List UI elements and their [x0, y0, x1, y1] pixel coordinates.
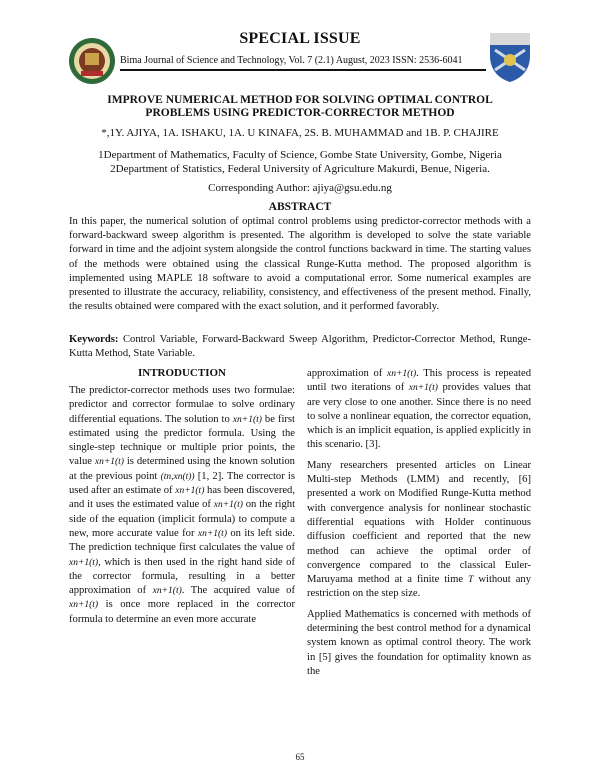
affiliations — [0, 149, 600, 176]
math-x-n1: xn+1(t) — [69, 557, 99, 568]
paper-title-line2: PROBLEMS USING PREDICTOR-CORRECTOR METHOD — [145, 107, 455, 119]
intro-paragraph-2: Many researchers presented articles on Linear Multi-step Methods (LMM) and recently, [6] presented a work on Modified Runge-Kutta method with convergence analysis for nonlinear stochastic differential equations with Holder continuous diffusion coefficient and reported that the new method can achieve the optimal order of convergence compared to the classical Euler-Maruyama method at a finite time T without any restriction on the step size. — [307, 459, 531, 600]
header-rule — [120, 69, 486, 71]
introduction-heading: INTRODUCTION — [137, 367, 226, 379]
author-list: *,1Y. AJIYA, 1A. ISHAKU, 1A. U KINAFA, 2S. B. MUHAMMAD and 1B. P. CHAJIRE — [101, 127, 499, 139]
abstract-text: In this paper, the numerical solution of optimal control problems using predictor-corrector methods with a forward-backward sweep algorithm is presented. The algorithm is developed to solve the state variable forward in time and the adjoint system alongside the control functions backward in time. The starting values of the methods were obtained using the classical Runge-Kutta method. The proposed algorithm is implemented using MAPLE 18 software to avoid a computational error. Some numerical examples are presented to illustrate the accuracy, reliability, consistency, and effectiveness of the present method. Finally, the results obtained were compared with the exact solution, and it performed favorably. — [69, 216, 531, 313]
intro-paragraph-1: The predictor-corrector methods uses two formulae: predictor and corrector formulae to solve ordinary differential equations. The solution to xn+1(t) be first estimated using the predictor formula. Using the single-step technique or multiple prior points, the value xn+1(t) is determined using the known solution at the previous point (tn,xn(t)) [1, 2]. The corrector is used after an estimate of xn+1(t) has been discovered, and it uses the estimated value of xn+1(t) on the right side of the equation (implicit formula) to compute a new, more accurate value for xn+1(t) on its left side. The prediction technique first calculates the value of xn+1(t), which is then used in the right hand side of the corrector formula, resulting in a better approximation of xn+1(t). The acquired value of xn+1(t) is once more replaced in the corrector formula to determine an even more accurate — [69, 385, 296, 625]
special-issue-heading: SPECIAL ISSUE — [239, 30, 361, 47]
journal-citation-line: Bima Journal of Science and Technology, Vol. 7 (2.1) August, 2023 ISSN: 2536-6041 — [120, 55, 463, 66]
keywords-label: Keywords: — [69, 334, 119, 345]
math-x-n1: xn+1(t) — [152, 586, 182, 597]
math-x-n1: xn+1(t) — [387, 369, 417, 379]
keywords-text: Control Variable, Forward-Backward Sweep Algorithm, Predictor-Corrector Method, Runge-Kutta Method, State Variable. — [69, 334, 531, 360]
math-x-n1: xn+1(t) — [232, 414, 262, 425]
intro-paragraph-1-continued: approximation of xn+1(t). This process is repeated until two iterations of xn+1(t) provides values that are very close to one another. Since there is no need to solve a nonlinear equation, the corrector equation, which is an implicit equation, is applied explicitly in this scenario. [3]. — [307, 368, 531, 451]
math-x-n1: xn+1(t) — [69, 600, 99, 611]
intro-right-column — [307, 367, 531, 685]
math-T: T — [468, 575, 474, 586]
page-number: 65 — [295, 752, 305, 762]
intro-paragraph-3: Applied Mathematics is concerned with methods of determining the best control method for a dynamical system known as optimal control theory. The work in [5] gives the foundation for optimality known as the — [307, 608, 531, 677]
math-tn-xn: (tn,xn(t)) — [160, 471, 195, 482]
math-x-n1: xn+1(t) — [175, 486, 205, 497]
math-x-n1: xn+1(t) — [213, 500, 243, 511]
paper-title — [90, 94, 510, 120]
affiliation-2: 2Department of Statistics, Federal University of Agriculture Makurdi, Benue, Nigeria. — [110, 162, 490, 175]
math-x-n1: xn+1(t) — [94, 457, 124, 468]
intro-left-column — [69, 384, 295, 633]
math-x-n1: xn+1(t) — [408, 383, 438, 394]
affiliation-1: 1Department of Mathematics, Faculty of Science, Gombe State University, Gombe, Nigeria — [98, 149, 502, 161]
abstract-heading: ABSTRACT — [268, 201, 332, 213]
math-x-n1: xn+1(t) — [197, 528, 227, 539]
paper-title-line1: IMPROVE NUMERICAL METHOD FOR SOLVING OPTIMAL CONTROL — [107, 94, 493, 106]
keywords — [69, 333, 531, 361]
corresponding-author: Corresponding Author: ajiya@gsu.edu.ng — [208, 182, 392, 194]
